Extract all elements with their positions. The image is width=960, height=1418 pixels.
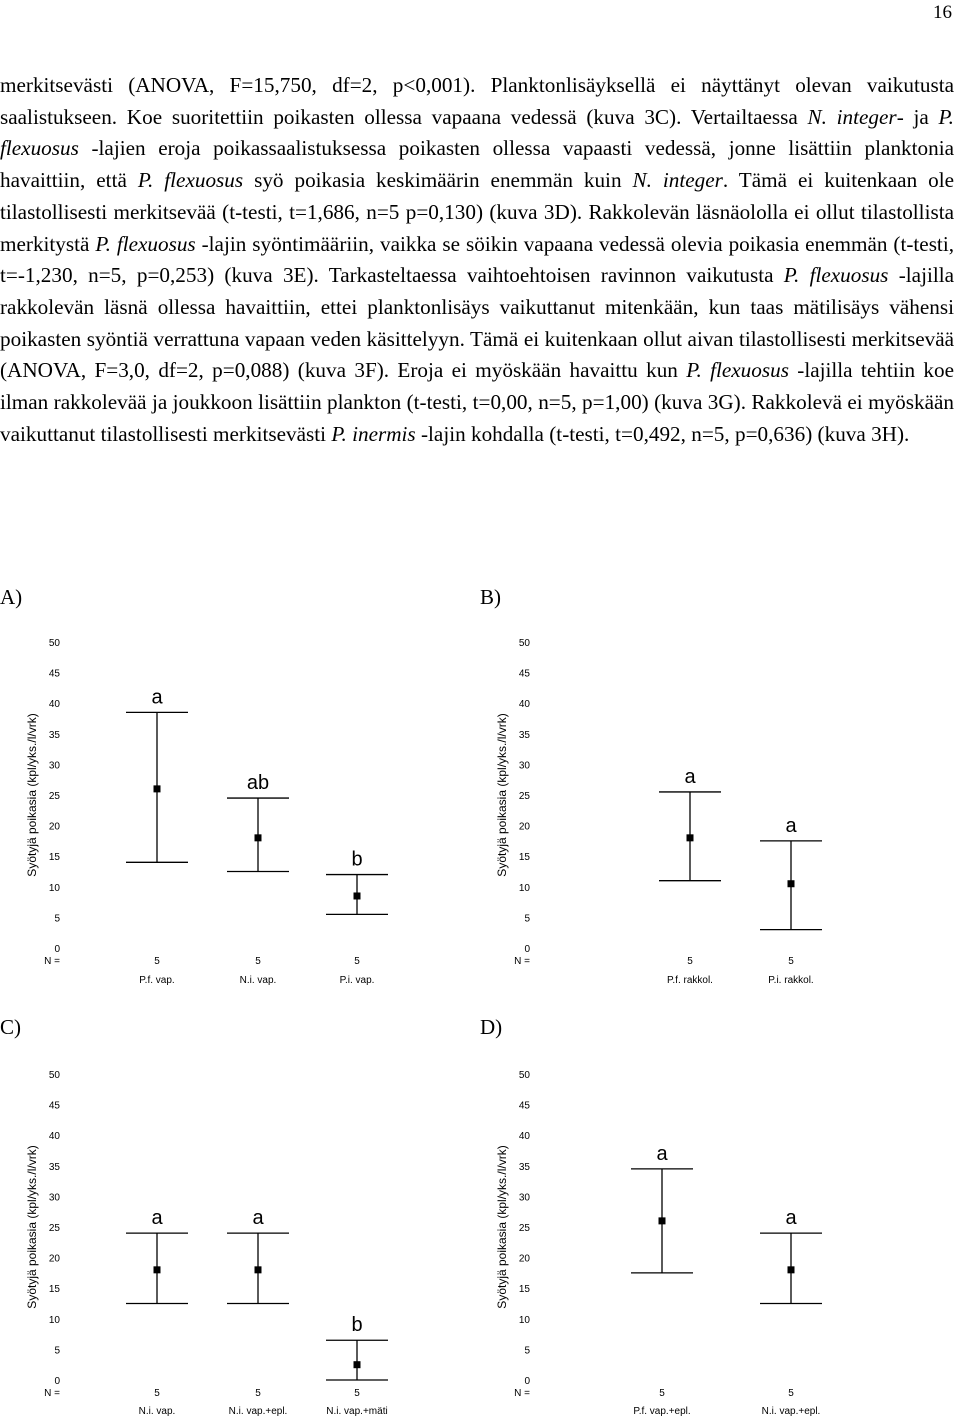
y-tick-label: 40	[518, 1131, 530, 1143]
significance-letter: a	[684, 765, 696, 788]
y-tick-label: 40	[48, 699, 60, 711]
y-tick-label: 45	[518, 668, 530, 680]
mean-marker	[154, 785, 161, 792]
n-count-label: 5	[354, 956, 360, 967]
y-tick-label: 50	[518, 1070, 530, 1081]
y-tick-label: 15	[518, 1284, 530, 1296]
significance-letter: ab	[246, 772, 270, 795]
y-tick-label: 5	[54, 1345, 60, 1357]
y-tick-label: 35	[48, 1161, 60, 1173]
n-count-label: 5	[687, 956, 693, 967]
y-tick-label: 20	[518, 821, 530, 833]
y-axis-label: Syötyjä poikasia (kpl/yks./l/vrk)	[25, 713, 39, 877]
mean-marker	[255, 834, 262, 841]
y-tick-label: 45	[518, 1100, 530, 1112]
category-label: P.f. vap.+epl.	[633, 1406, 691, 1417]
significance-letter: b	[351, 848, 363, 871]
y-tick-label: 25	[518, 1223, 530, 1234]
y-tick-label: 35	[48, 729, 60, 741]
y-tick-label: 20	[518, 1253, 530, 1265]
chart-b	[470, 630, 940, 995]
page-number: 16	[933, 2, 952, 23]
panel-label-c: C)	[0, 1015, 21, 1039]
species-name: P. flexuosus	[137, 168, 244, 193]
y-tick-label: 50	[48, 1070, 60, 1081]
text-run: -lajilla rakkolevän läsnä ollessa havaittiin, ettei planktonlisäys vaikuttanut mitenkään, kun taas mätilisäys vähensi poikasten syöntiä verrattuna vapaan veden käsittelyyn. Tämä ei kuitenkaan ollut aivan tilastollisesti merkitsevää (ANOVA, F=3,0, df=2, p=0,088) (kuva 3F). Eroja ei myöskään havaittu kun	[0, 263, 955, 383]
species-name: P. flexuosus	[0, 104, 954, 161]
y-tick-label: 10	[48, 882, 60, 894]
significance-letter: b	[351, 1314, 363, 1337]
y-tick-label: 35	[518, 1161, 530, 1173]
mean-marker	[354, 1361, 361, 1368]
text-run: merkitsevästi (ANOVA, F=15,750, df=2, p<0,001). Planktonlisäyksellä ei näyttänyt olevan vaikutusta saalistukseen. Koe suoritettiin poikasten ollessa vapaana vedessä (kuva 3C). Vertailtaessa	[0, 73, 954, 129]
text-run: -lajin kohdalla (t-testi, t=0,492, n=5, p=0,636) (kuva 3H).	[415, 421, 910, 446]
y-tick-label: 50	[48, 638, 60, 649]
y-axis-label: Syötyjä poikasia (kpl/yks./l/vrk)	[25, 1145, 39, 1309]
y-tick-label: 15	[48, 1284, 60, 1296]
category-label: N.i. vap.+epl.	[761, 1406, 821, 1417]
category-label: P.i. vap.	[339, 975, 375, 986]
y-tick-label: 40	[48, 1131, 60, 1143]
significance-letter: a	[151, 686, 163, 709]
n-count-label: 5	[255, 956, 261, 967]
y-tick-label: 20	[48, 1253, 60, 1265]
text-run: -lajien eroja poikassaalistuksessa poikasten ollessa vapaasti vedessä, jonne lisättiin planktonia havaittiin, että	[0, 136, 954, 193]
n-prefix-label: N =	[514, 956, 530, 967]
y-tick-label: 25	[48, 1223, 60, 1234]
significance-letter: a	[785, 814, 797, 837]
y-tick-label: 0	[524, 1376, 530, 1387]
chart-c	[0, 1060, 470, 1418]
mean-marker	[154, 1266, 161, 1273]
category-label: N.i. vap.	[239, 975, 277, 986]
mean-marker	[788, 880, 795, 887]
y-tick-label: 30	[518, 1192, 530, 1204]
y-axis-label: Syötyjä poikasia (kpl/yks./l/vrk)	[495, 1145, 509, 1309]
n-count-label: 5	[354, 1388, 360, 1399]
significance-letter: a	[252, 1207, 264, 1230]
text-run: -lajin syöntimääriin, vaikka se söikin vapaana vedessä olevia poikasia enemmän (t-testi, t=-1,230, n=5, p=0,253) (kuva 3E). Tarkasteltaessa vaihtoehtoisen ravinnon vaikutusta	[0, 231, 955, 288]
text-run: syö poikasia keskimäärin enemmän kuin	[243, 168, 633, 193]
n-count-label: 5	[154, 1388, 160, 1399]
text-run: . Tämä ei kuitenkaan ole tilastollisesti merkitsevää (t-testi, t=1,686, n=5 p=0,130) (kuva 3D). Rakkolevän läsnäololla ei ollut tilastollista merkitystä	[0, 168, 955, 256]
species-name: P. flexuosus	[95, 231, 196, 256]
significance-letter: a	[785, 1207, 797, 1230]
y-tick-label: 20	[48, 821, 60, 833]
category-label: P.f. vap.	[139, 975, 175, 986]
y-tick-label: 5	[54, 913, 60, 925]
panel-label-a: A)	[0, 585, 23, 609]
n-count-label: 5	[788, 1388, 794, 1399]
species-name: P. inermis	[331, 421, 416, 446]
y-tick-label: 45	[48, 1100, 60, 1112]
chart-d	[470, 1060, 940, 1418]
category-label: N.i. vap.+mäti	[326, 1406, 388, 1417]
n-count-label: 5	[659, 1388, 665, 1399]
y-tick-label: 15	[518, 852, 530, 864]
n-count-label: 5	[788, 956, 794, 967]
category-label: N.i. vap.+epl.	[228, 1406, 288, 1417]
n-prefix-label: N =	[514, 1388, 530, 1399]
n-prefix-label: N =	[44, 1388, 60, 1399]
y-tick-label: 30	[48, 760, 60, 772]
y-tick-label: 0	[54, 944, 60, 955]
y-tick-label: 15	[48, 852, 60, 864]
n-prefix-label: N =	[44, 956, 60, 967]
y-tick-label: 5	[524, 1345, 530, 1357]
species-name: N. integer	[807, 104, 897, 129]
chart-a	[0, 630, 470, 995]
y-tick-label: 0	[524, 944, 530, 955]
mean-marker	[255, 1266, 262, 1273]
y-axis-label: Syötyjä poikasia (kpl/yks./l/vrk)	[495, 713, 509, 877]
y-tick-label: 10	[48, 1314, 60, 1326]
n-count-label: 5	[154, 956, 160, 967]
category-label: P.i. rakkol.	[768, 975, 814, 986]
y-tick-label: 45	[48, 668, 60, 680]
y-tick-label: 35	[518, 729, 530, 741]
category-label: P.f. rakkol.	[667, 975, 713, 986]
y-tick-label: 0	[54, 1376, 60, 1387]
y-tick-label: 25	[48, 791, 60, 802]
y-tick-label: 10	[518, 882, 530, 894]
y-tick-label: 30	[518, 760, 530, 772]
y-tick-label: 50	[518, 638, 530, 649]
species-name: P. flexuosus	[686, 358, 789, 383]
species-name: P. flexuosus	[783, 263, 889, 288]
text-run: - ja	[896, 104, 939, 129]
category-label: N.i. vap.	[138, 1406, 176, 1417]
significance-letter: a	[151, 1207, 163, 1230]
panel-label-b: B)	[480, 585, 501, 609]
mean-marker	[687, 834, 694, 841]
body-paragraph	[0, 70, 954, 450]
species-name: N. integer	[632, 168, 723, 193]
y-tick-label: 10	[518, 1314, 530, 1326]
y-tick-label: 40	[518, 699, 530, 711]
y-tick-label: 30	[48, 1192, 60, 1204]
mean-marker	[354, 892, 361, 899]
significance-letter: a	[656, 1142, 668, 1165]
panel-label-d: D)	[480, 1015, 503, 1039]
mean-marker	[788, 1266, 795, 1273]
y-tick-label: 25	[518, 791, 530, 802]
y-tick-label: 5	[524, 913, 530, 925]
text-run: -lajilla tehtiin koe ilman rakkolevää ja joukkoon lisättiin plankton (t-testi, t=0,00, n=5, p=1,00) (kuva 3G). Rakkolevä ei myöskään vaikuttanut tilastollisesti merkitsevästi	[0, 358, 955, 446]
mean-marker	[659, 1217, 666, 1224]
n-count-label: 5	[255, 1388, 261, 1399]
